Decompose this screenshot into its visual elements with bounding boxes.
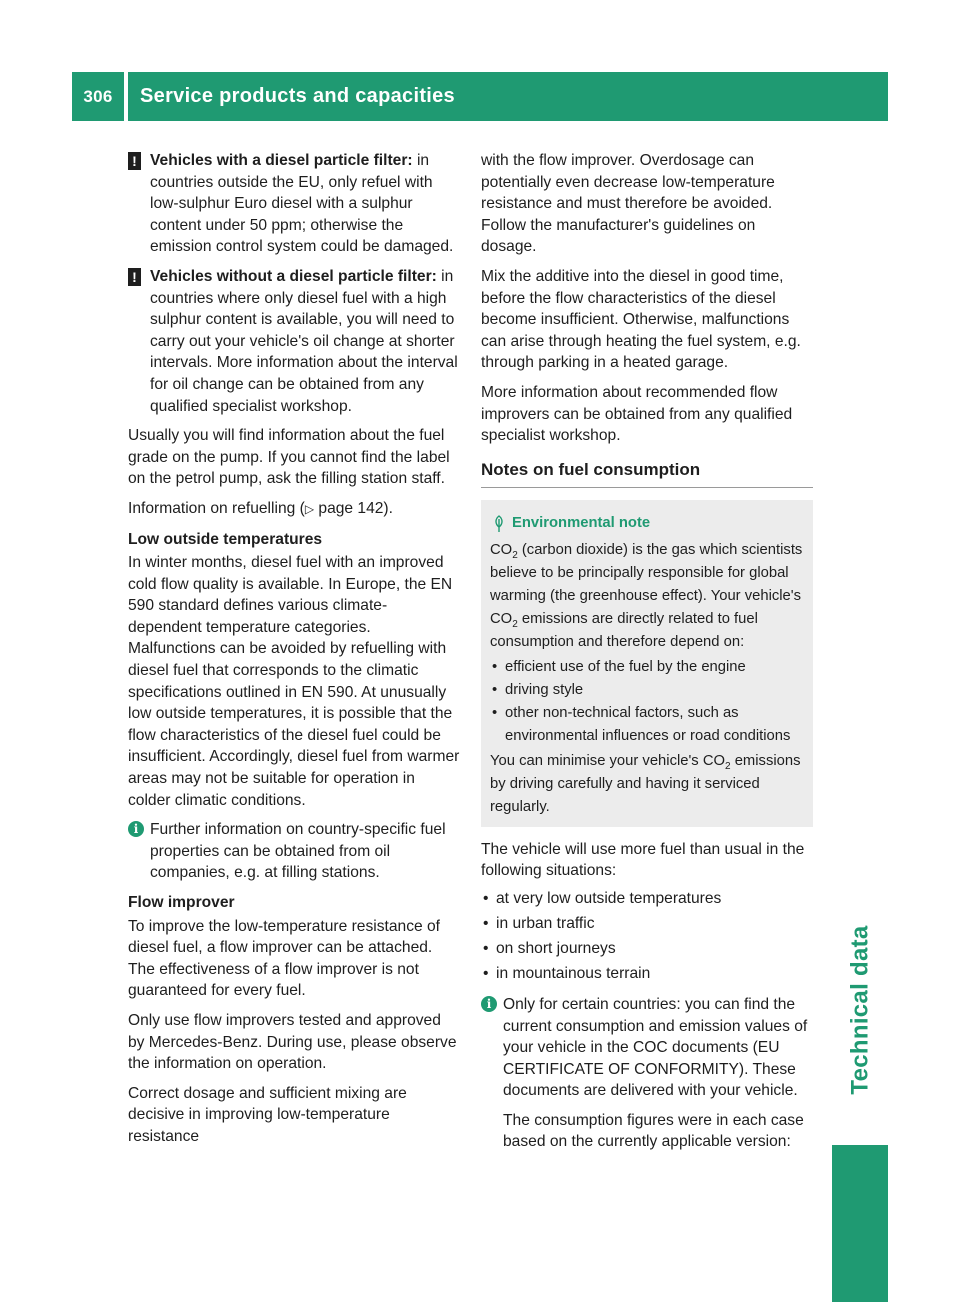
side-tab-label: [838, 925, 884, 1095]
warning-title: Vehicles with a diesel particle filter:: [150, 152, 413, 169]
environmental-note-box: [481, 500, 813, 827]
warning-icon: !: [128, 268, 141, 286]
info-note-coc-documents: [481, 994, 813, 1153]
environmental-note-label: Environmental note: [512, 514, 651, 531]
warning-diesel-particle-filter: [128, 150, 460, 258]
page-reference-link[interactable]: page 142).: [314, 499, 393, 517]
info-icon: i: [128, 821, 144, 837]
info-text: Only for certain countries: you can find the current consumption and emission values of your vehicle in the COC documents (EU CERTIFICATE OF CONFORMITY). These documents are delivered with your vehicle.: [503, 995, 808, 1100]
section-title: Service products and capacities: [140, 85, 455, 107]
co2-label: CO: [702, 752, 726, 769]
env-text-part: emissions are directly related to fuel consumption and therefore depend on:: [490, 610, 758, 650]
list-item: • in mountainous terrain: [481, 961, 813, 986]
paragraph-refuelling-reference: [128, 498, 460, 521]
page-header: [72, 72, 888, 121]
warning-icon: !: [128, 152, 141, 170]
environmental-factors-list: [490, 656, 805, 748]
list-item: • on short journeys: [481, 936, 813, 961]
paragraph-overdosage: with the flow improver. Overdosage can potentially even decrease low-temperature resistance and must therefore be avoided. Follow the manufacturer's guidelines on dosage.: [481, 152, 775, 256]
heading-flow-improver: Flow improver: [128, 894, 235, 911]
paragraph-flow-improver-2: Only use flow improvers tested and approved by Mercedes-Benz. During use, please observe the information on operation.: [128, 1011, 457, 1073]
paragraph-low-temperatures: In winter months, diesel fuel with an improved cold flow quality is available. In Europe, the EN 590 standard defines various climate-dependent temperature categories. Malfunctions can be avoided by refuelling with diesel fuel that corresponds to the climatic specifications outlined in EN 590. At unusually low outside temperatures, it is possible that the flow characteristics of the diesel fuel could be insufficient. Accordingly, diesel fuel from warmer areas may not be suitable for operation in colder climatic conditions.: [128, 554, 460, 809]
list-item: • other non-technical factors, such as environmental influences or road conditions: [490, 702, 805, 748]
list-item: • driving style: [490, 679, 805, 702]
heading-low-temperatures: Low outside temperatures: [128, 530, 323, 548]
env-text-part: (carbon dioxide) is the gas which scientists believe to be principally responsible for global warming (the greenhouse effect). Your vehicle's: [490, 541, 803, 604]
paragraph-fuel-usage: The vehicle will use more fuel than usual in the following situations:: [481, 840, 805, 880]
paragraph-flow-improver-1: To improve the low-temperature resistance of diesel fuel, a flow improver can be attached. The effectiveness of a flow improver is not guaranteed for every fuel.: [128, 917, 441, 1000]
co2-subscript: 2: [512, 549, 518, 561]
co2-label: CO: [490, 541, 513, 558]
co2-subscript: 2: [512, 618, 518, 630]
right-column: [481, 150, 813, 1161]
list-item: • in urban traffic: [481, 911, 813, 936]
page-number: 306: [83, 86, 113, 106]
info-text: Further information on country-specific fuel properties can be obtained from oil companies, e.g. at filling stations.: [150, 821, 446, 882]
reference-prefix: Information on refuelling (: [128, 499, 305, 517]
env-text-part: You can minimise your vehicle's: [490, 752, 703, 769]
co2-subscript: 2: [725, 760, 731, 772]
environmental-note-title: [490, 512, 805, 535]
paragraph-flow-improver-3: Correct dosage and sufficient mixing are decisive in improving low-temperature resistance: [128, 1084, 407, 1145]
environmental-note-text: [490, 539, 805, 654]
leaf-icon: [494, 515, 504, 533]
list-item: • at very low outside temperatures: [481, 886, 813, 911]
warning-text: in countries where only diesel fuel with a high sulphur content is available, you will need to carry out your vehicle's oil change at shorter intervals. More information about the interval for oil change can be obtained from any qualified specialist workshop.: [150, 267, 458, 415]
info-note-fuel-properties: [128, 819, 460, 884]
heading-fuel-consumption: Notes on fuel consumption: [481, 455, 813, 488]
left-column: [128, 150, 460, 1156]
info-icon: i: [481, 996, 497, 1012]
env-text-part: emissions by driving carefully and having it serviced regularly.: [490, 752, 801, 815]
co2-label: CO: [490, 610, 513, 627]
warning-text: in countries outside the EU, only refuel with low-sulphur Euro diesel with a sulphur content under 50 ppm; otherwise the emission control system could be damaged.: [150, 152, 454, 256]
environmental-note-text-2: [490, 750, 805, 819]
paragraph-fuel-grade: Usually you will find information about the fuel grade on the pump. If you cannot find the label on the petrol pump, ask the filling station staff.: [128, 427, 450, 488]
paragraph-more-info-flow-improvers: More information about recommended flow improvers can be obtained from any qualified specialist workshop.: [481, 383, 793, 445]
list-item: • efficient use of the fuel by the engine: [490, 656, 805, 679]
paragraph-mix-additive: Mix the additive into the diesel in good time, before the flow characteristics of the diesel become insufficient. Otherwise, malfunctions can arise through heating the fuel system, e.g. through parking in a heated garage.: [481, 267, 801, 372]
page-reference-arrow-icon: ▷: [304, 501, 315, 516]
fuel-usage-situations-list: [481, 886, 813, 986]
warning-title: Vehicles without a diesel particle filter:: [150, 267, 437, 285]
info-text-2: The consumption figures were in each case based on the currently applicable version:: [503, 1111, 804, 1151]
side-tab-text: Technical data: [847, 925, 874, 1095]
side-tab-marker: [832, 1145, 888, 1302]
warning-no-diesel-particle-filter: [128, 266, 460, 417]
